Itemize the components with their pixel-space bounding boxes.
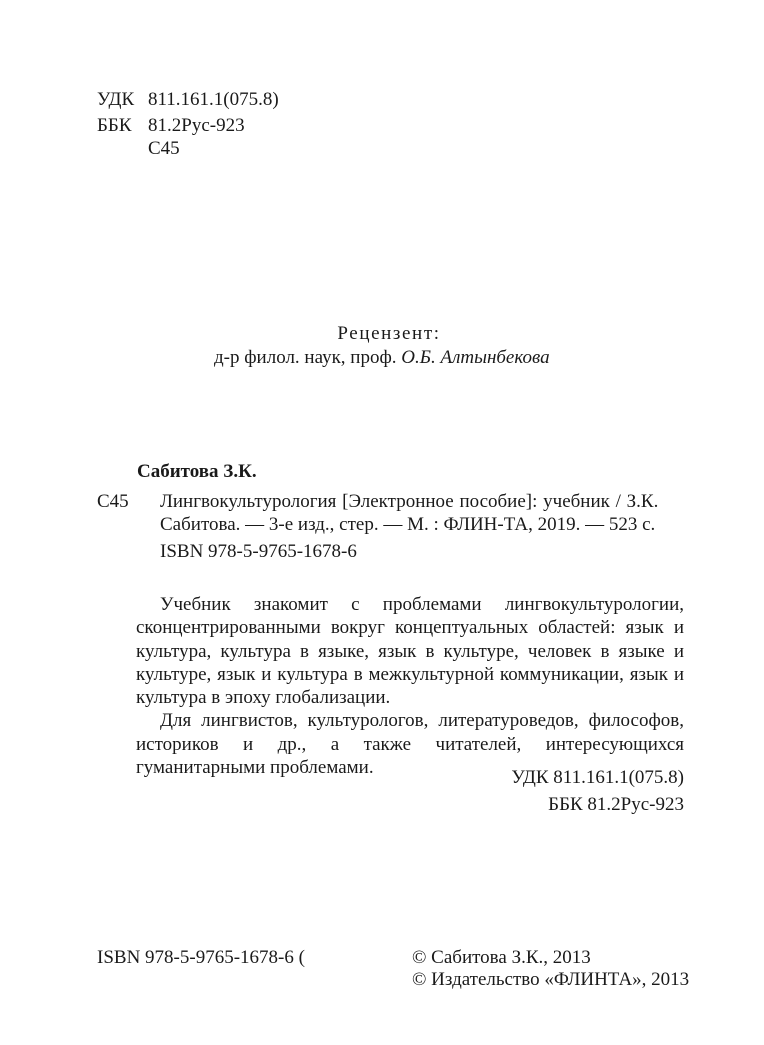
copyright-author: © Сабитова З.К., 2013 bbox=[412, 947, 591, 968]
reviewer-name: О.Б. Алтынбекова bbox=[401, 347, 550, 368]
card-isbn: ISBN 978-5-9765-1678-6 bbox=[160, 541, 357, 562]
card-author-sign: С45 bbox=[97, 491, 129, 512]
bbk-label: ББК bbox=[97, 115, 132, 136]
card-imprint-line: Сабитова. — 3-е изд., стер. — М. : ФЛИН-ТА, 2019. — 523 с. bbox=[160, 514, 656, 535]
annotation-udk: УДК 811.161.1(075.8) bbox=[511, 767, 684, 788]
reviewer-credentials: д-р филол. наук, проф. bbox=[214, 347, 397, 368]
reviewer-line bbox=[214, 348, 550, 367]
annotation bbox=[136, 593, 684, 779]
annotation-bbk: ББК 81.2Рус-923 bbox=[548, 794, 684, 815]
card-title-line: Лингвокультурология [Электронное пособие]: учебник / З.К. bbox=[160, 491, 659, 512]
reviewer-heading: Рецензент: bbox=[337, 323, 441, 344]
copyright-publisher: © Издательство «ФЛИНТА», 2013 bbox=[412, 969, 690, 990]
annotation-paragraph: Учебник знакомит с проблемами лингвокультурологии, сконцентрированными вокруг концептуальных областей: язык и культура, культура в языке, язык в культуре, человек в языке и культуре, язык и культура в межкультурной коммуникации, язык и культура в эпоху глобализации. bbox=[136, 594, 684, 709]
bbk-value: 81.2Рус-923 bbox=[148, 115, 245, 136]
udk-label: УДК bbox=[97, 89, 135, 110]
card-author: Сабитова З.К. bbox=[137, 461, 257, 482]
annotation-paragraph: Для лингвистов, культурологов, литературоведов, философов, историков и др., а также читателей, интересующихся гуманитарными проблемами. bbox=[136, 710, 684, 779]
footer-isbn: ISBN 978-5-9765-1678-6 ( bbox=[97, 947, 305, 968]
author-sign: С45 bbox=[148, 138, 180, 159]
udk-value: 811.161.1(075.8) bbox=[148, 89, 279, 110]
